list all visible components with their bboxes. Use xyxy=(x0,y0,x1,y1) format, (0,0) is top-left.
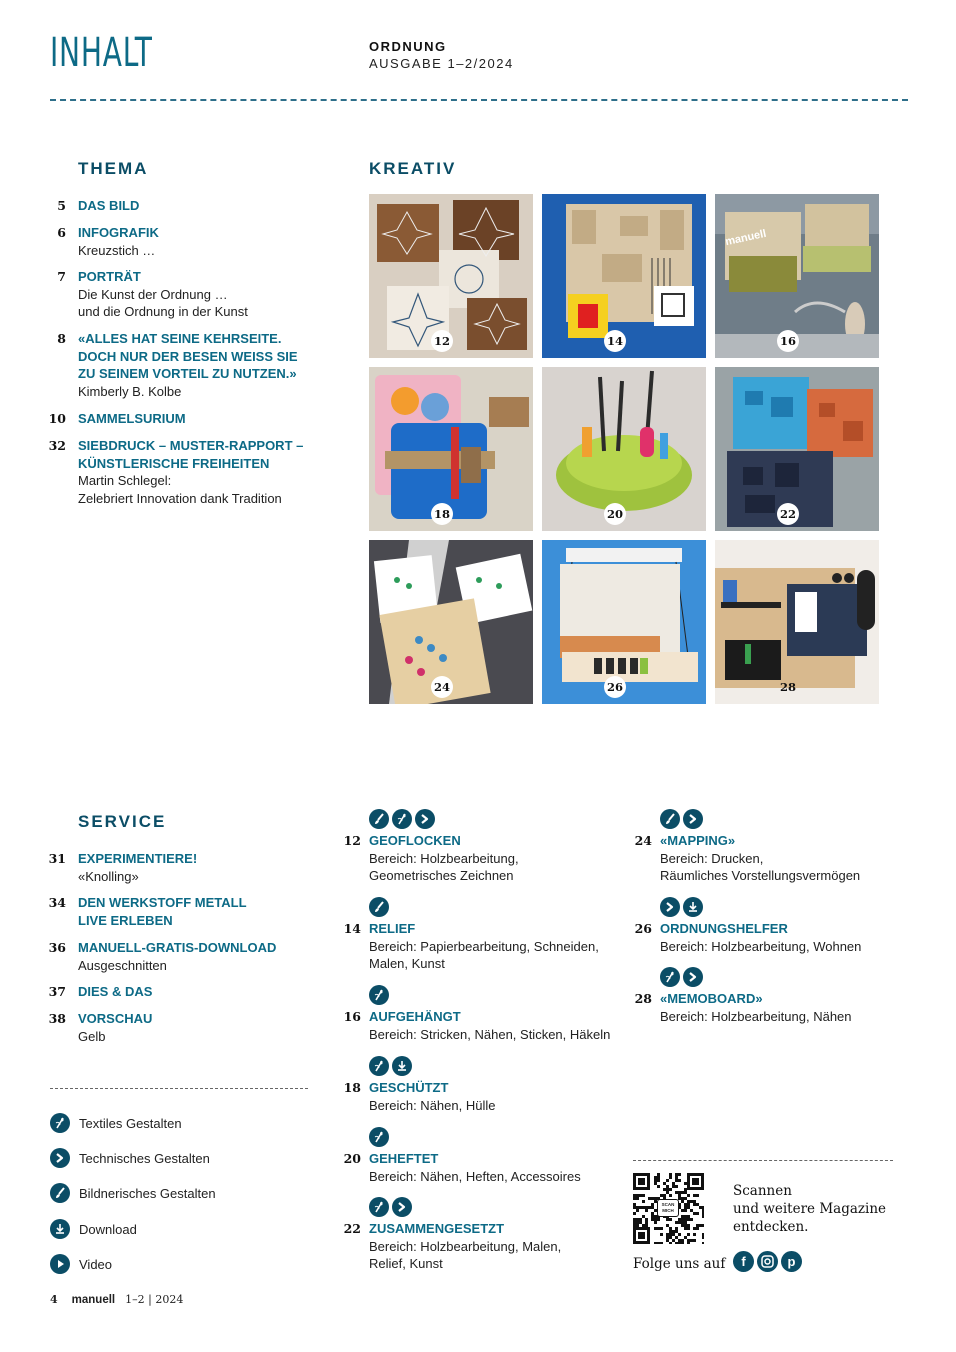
project-title: AUFGEHÄNGT xyxy=(369,1009,461,1024)
toc-subtitle: Martin Schlegel: xyxy=(78,473,172,488)
toc-entry[interactable] xyxy=(48,894,247,929)
needle-icon xyxy=(369,985,389,1005)
page-badge: 12 xyxy=(431,330,453,352)
photo-illustration xyxy=(369,540,533,704)
project-subtitle: Bereich: Papierbearbeitung, Schneiden, xyxy=(369,938,599,954)
page-badge: 16 xyxy=(777,330,799,352)
project-title: ZUSAMMENGESETZT xyxy=(369,1221,505,1236)
tile-brand-label: manuell xyxy=(724,227,768,249)
footer-brand: manuell xyxy=(71,1294,116,1306)
toc-page-number: 5 xyxy=(57,198,66,213)
toc-entry[interactable] xyxy=(57,330,298,400)
promo-text-line: Scannen xyxy=(733,1183,792,1199)
toc-title: PORTRÄT xyxy=(78,269,141,284)
project-subtitle: Bereich: Nähen, Hülle xyxy=(369,1097,496,1113)
project-entry[interactable] xyxy=(634,990,852,1025)
page-badge: 24 xyxy=(431,676,453,698)
project-subtitle: Bereich: Holzbearbeitung, Wohnen xyxy=(660,938,862,954)
toc-entry[interactable] xyxy=(48,850,198,885)
hammer-icon xyxy=(683,967,703,987)
legend-item xyxy=(50,1183,216,1203)
memoboard-photo[interactable] xyxy=(715,540,879,704)
legend-label: Bildnerisches Gestalten xyxy=(79,1185,216,1201)
legend-label: Technisches Gestalten xyxy=(79,1150,210,1166)
photo-illustration xyxy=(369,367,533,531)
category-icons xyxy=(369,897,389,917)
category-icons xyxy=(369,1056,412,1076)
legend-label: Download xyxy=(79,1221,137,1237)
pinterest-icon[interactable]: p xyxy=(781,1251,802,1272)
brush-icon xyxy=(369,897,389,917)
issue-subtitle: AUSGABE 1–2/2024 xyxy=(369,56,514,71)
photo-illustration xyxy=(715,367,879,531)
facebook-icon[interactable]: f xyxy=(733,1251,754,1272)
page-badge: 28 xyxy=(779,680,796,694)
toc-page-number: 31 xyxy=(48,851,66,866)
project-subtitle: Bereich: Holzbearbeitung, Malen, xyxy=(369,1238,562,1254)
needle-icon xyxy=(369,1197,389,1217)
project-title: «MEMOBOARD» xyxy=(660,991,763,1006)
follow-label: Folge uns auf xyxy=(633,1256,726,1272)
category-icons xyxy=(660,967,703,987)
project-page-number: 12 xyxy=(343,833,361,848)
page-badge: 26 xyxy=(604,676,626,698)
toc-page-number: 8 xyxy=(57,331,66,346)
brush-icon xyxy=(50,1183,70,1203)
download-icon xyxy=(392,1056,412,1076)
toc-title: SIEBDRUCK – MUSTER-RAPPORT – xyxy=(78,438,304,453)
knitted-pockets-photo[interactable] xyxy=(715,194,879,358)
legend-divider xyxy=(50,1088,308,1089)
category-icons xyxy=(369,1197,412,1217)
legend-item xyxy=(50,1148,210,1168)
legend-label: Textiles Gestalten xyxy=(79,1115,182,1131)
page-badge: 20 xyxy=(604,503,626,525)
hammer-icon xyxy=(50,1148,70,1168)
toc-title: «ALLES HAT SEINE KEHRSEITE. xyxy=(78,331,282,346)
toc-subtitle: Kreuzstich … xyxy=(78,242,156,258)
needle-icon xyxy=(392,809,412,829)
project-title: GEHEFTET xyxy=(369,1151,439,1166)
toc-subtitle: Kimberly B. Kolbe xyxy=(78,383,182,399)
toc-title: KÜNSTLERISCHE FREIHEITEN xyxy=(78,455,270,471)
thema-heading: THEMA xyxy=(78,159,149,178)
promo-text-line: und weitere Magazine xyxy=(733,1201,887,1217)
legend-label: Video xyxy=(79,1256,113,1272)
photo-illustration xyxy=(542,194,706,358)
project-title: «MAPPING» xyxy=(660,833,736,848)
toc-page-number: 34 xyxy=(48,895,66,910)
toc-title: DEN WERKSTOFF METALL xyxy=(78,895,247,910)
project-subtitle: Malen, Kunst xyxy=(369,956,445,971)
toc-page-number: 38 xyxy=(48,1011,66,1026)
promo-divider xyxy=(633,1160,893,1161)
project-page-number: 20 xyxy=(343,1151,361,1166)
promo-text-line: entdecken. xyxy=(733,1219,809,1235)
toc-entry[interactable] xyxy=(48,410,186,428)
page-badge: 14 xyxy=(604,330,626,352)
project-page-number: 14 xyxy=(343,921,361,936)
issue-title: ORDNUNG xyxy=(369,39,447,54)
toc-page-number: 6 xyxy=(57,225,66,240)
promo-text xyxy=(733,1182,886,1236)
toc-title: SAMMELSURIUM xyxy=(78,411,186,426)
toc-entry[interactable] xyxy=(57,197,140,215)
hammer-icon xyxy=(392,1197,412,1217)
photo-illustration xyxy=(369,194,533,358)
toc-entry[interactable] xyxy=(48,983,153,1001)
toc-title: VORSCHAU xyxy=(78,1011,153,1026)
toc-subtitle: «Knolling» xyxy=(78,868,139,884)
toc-page-number: 7 xyxy=(57,269,66,284)
project-page-number: 26 xyxy=(634,921,652,936)
toc-title: MANUELL-GRATIS-DOWNLOAD xyxy=(78,940,277,955)
project-title: ORDNUNGSHELFER xyxy=(660,921,788,936)
toc-subtitle: und die Ordnung in der Kunst xyxy=(78,304,248,319)
toc-title: LIVE ERLEBEN xyxy=(78,912,173,928)
project-page-number: 16 xyxy=(343,1009,361,1024)
toc-page-number: 37 xyxy=(48,984,66,999)
project-subtitle: Bereich: Stricken, Nähen, Sticken, Häkeln xyxy=(369,1026,611,1042)
kreativ-heading: KREATIV xyxy=(369,159,457,178)
toc-title: INFOGRAFIK xyxy=(78,225,159,240)
needle-icon xyxy=(50,1113,70,1133)
project-subtitle: Bereich: Holzbearbeitung, Nähen xyxy=(660,1008,852,1024)
toc-entry[interactable] xyxy=(57,268,248,321)
toc-page-number: 36 xyxy=(48,940,66,955)
project-subtitle: Bereich: Nähen, Heften, Accessoires xyxy=(369,1168,581,1184)
project-title: GESCHÜTZT xyxy=(369,1080,449,1095)
photo-illustration xyxy=(715,194,879,358)
service-heading: SERVICE xyxy=(78,812,167,831)
toc-subtitle: Gelb xyxy=(78,1028,106,1044)
project-title: RELIEF xyxy=(369,921,416,936)
toc-entry[interactable] xyxy=(57,224,159,259)
toc-entry[interactable] xyxy=(48,437,304,507)
download-icon xyxy=(683,897,703,917)
project-entry[interactable] xyxy=(343,1150,581,1185)
category-icons xyxy=(660,809,703,829)
brush-icon xyxy=(660,809,680,829)
needle-icon xyxy=(369,1056,389,1076)
toc-title: DIES & DAS xyxy=(78,984,153,999)
toc-title: DOCH NUR DER BESEN WEISS SIE xyxy=(78,348,298,364)
string-art-photo[interactable] xyxy=(369,194,533,358)
project-entry[interactable] xyxy=(343,1220,562,1273)
social-icons xyxy=(733,1251,802,1272)
fabric-cover-photo[interactable] xyxy=(369,367,533,531)
category-icons xyxy=(369,985,389,1005)
legend-item xyxy=(50,1219,137,1239)
project-page-number: 28 xyxy=(634,991,652,1006)
category-icons xyxy=(369,809,435,829)
play-icon xyxy=(50,1254,70,1274)
project-page-number: 18 xyxy=(343,1080,361,1095)
project-subtitle: Relief, Kunst xyxy=(369,1256,443,1271)
footer-issue: 1–2 | 2024 xyxy=(125,1293,184,1306)
pen-holder-photo[interactable] xyxy=(542,367,706,531)
header-divider xyxy=(50,99,908,101)
toc-title: EXPERIMENTIERE! xyxy=(78,851,198,866)
photo-illustration xyxy=(542,540,706,704)
hammer-icon xyxy=(660,897,680,917)
toc-title: ZU SEINEM VORTEIL ZU NUTZEN.» xyxy=(78,366,297,381)
project-subtitle: Bereich: Holzbearbeitung, xyxy=(369,850,519,866)
category-icons xyxy=(660,897,703,917)
project-subtitle: Geometrisches Zeichnen xyxy=(369,868,514,883)
toc-subtitle: Zelebriert Innovation dank Tradition xyxy=(78,490,282,506)
project-subtitle: Räumliches Vorstellungsvermögen xyxy=(660,868,861,883)
legend-item xyxy=(50,1254,112,1274)
toc-entry[interactable] xyxy=(48,1010,153,1045)
needle-icon xyxy=(660,967,680,987)
photo-illustration xyxy=(715,540,879,704)
stamp-prints-photo[interactable] xyxy=(369,540,533,704)
download-icon xyxy=(50,1219,70,1239)
brush-icon xyxy=(369,809,389,829)
wooden-trays-photo[interactable] xyxy=(715,367,879,531)
toc-page-number: 10 xyxy=(48,411,66,426)
project-page-number: 24 xyxy=(634,833,652,848)
page-title: INHALT xyxy=(50,30,153,76)
instagram-icon[interactable] xyxy=(757,1251,778,1272)
toc-title: DAS BILD xyxy=(78,198,140,213)
project-page-number: 22 xyxy=(343,1221,361,1236)
footer xyxy=(50,1293,183,1306)
toc-page-number: 32 xyxy=(48,438,66,453)
toc-subtitle: Die Kunst der Ordnung … xyxy=(78,286,228,302)
hanging-shelf-photo[interactable] xyxy=(542,540,706,704)
category-icons xyxy=(369,1127,389,1147)
hammer-icon xyxy=(683,809,703,829)
hammer-icon xyxy=(415,809,435,829)
footer-page-number: 4 xyxy=(50,1293,58,1306)
project-entry[interactable] xyxy=(343,1079,496,1114)
page-badge: 22 xyxy=(777,503,799,525)
toc-subtitle: Ausgeschnitten xyxy=(78,957,167,973)
project-title: GEOFLOCKEN xyxy=(369,833,461,848)
legend-item xyxy=(50,1113,182,1133)
project-entry[interactable] xyxy=(634,832,861,885)
qr-label: SCAN MICH xyxy=(657,1199,679,1217)
project-entry[interactable] xyxy=(343,832,519,885)
project-subtitle: Bereich: Drucken, xyxy=(660,850,764,866)
qr-code[interactable] xyxy=(633,1173,704,1244)
project-entry[interactable] xyxy=(634,920,862,955)
paper-relief-photo[interactable] xyxy=(542,194,706,358)
needle-icon xyxy=(369,1127,389,1147)
project-entry[interactable] xyxy=(343,920,599,973)
project-entry[interactable] xyxy=(343,1008,611,1043)
page-badge: 18 xyxy=(431,503,453,525)
photo-illustration xyxy=(542,367,706,531)
toc-entry[interactable] xyxy=(48,939,277,974)
